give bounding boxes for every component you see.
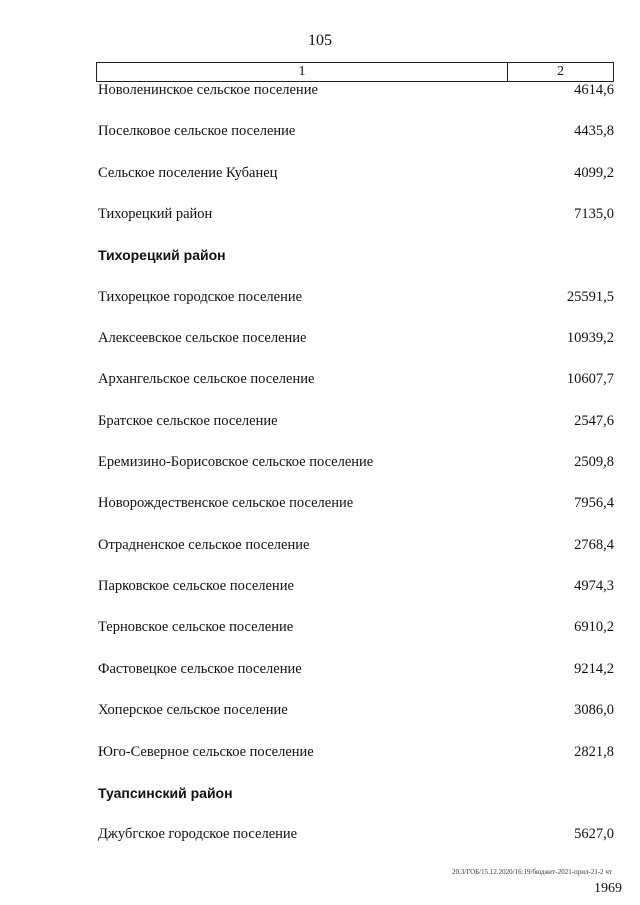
settlement-name: Тихорецкий район [98, 206, 213, 223]
section-heading-row [98, 247, 614, 288]
table-header [96, 62, 614, 82]
table-row [98, 413, 614, 454]
table-row [98, 661, 614, 702]
amount-value: 10607,7 [566, 371, 614, 388]
settlement-name: Терновское сельское поселение [98, 619, 294, 636]
amount-value: 7135,0 [574, 206, 614, 223]
settlement-name: Тихорецкое городское поселение [98, 288, 303, 305]
amount-value: 2821,8 [574, 743, 614, 760]
settlement-name: Парковское сельское поселение [98, 578, 294, 595]
settlement-name: Сельское поселение Кубанец [98, 164, 278, 181]
table-row [98, 702, 614, 743]
table-row [98, 578, 614, 619]
settlement-name: Братское сельское поселение [98, 412, 278, 429]
amount-value: 4614,6 [574, 82, 614, 98]
table-row [98, 123, 614, 164]
settlement-name: Фастовецкое сельское поселение [98, 660, 302, 677]
section-heading: Туапсинский район [98, 784, 233, 801]
amount-value: 2768,4 [574, 536, 614, 553]
table-row [98, 165, 614, 206]
table-row [98, 330, 614, 371]
amount-value: 10939,2 [566, 330, 614, 347]
table-row [98, 826, 614, 867]
amount-value: 4435,8 [574, 123, 614, 140]
section-heading-row [98, 785, 614, 826]
table-row [98, 289, 614, 330]
settlement-name: Отрадненское сельское поселение [98, 536, 310, 553]
settlement-name: Юго-Северное сельское поселение [98, 743, 314, 760]
amount-value: 7956,4 [574, 495, 614, 512]
table-row [98, 82, 614, 123]
amount-value: 2547,6 [574, 412, 614, 429]
document-reference: 20.3/ГОБ/15.12.2020/16:19/бюджет-2021-прил-21-2 чт [452, 868, 612, 876]
settlement-name: Новоленинское сельское поселение [98, 82, 318, 98]
table-row [98, 619, 614, 660]
table-row [98, 454, 614, 495]
settlement-name: Новорождественское сельское поселение [98, 495, 354, 512]
table-body [98, 82, 614, 868]
table-row [98, 206, 614, 247]
settlement-name: Еремизино-Борисовское сельское поселение [98, 454, 374, 471]
table-row [98, 371, 614, 412]
settlement-name: Джубгское городское поселение [98, 826, 298, 843]
amount-value: 3086,0 [574, 702, 614, 719]
section-heading: Тихорецкий район [98, 247, 226, 264]
settlement-name: Поселковое сельское поселение [98, 123, 296, 140]
page-number: 105 [308, 32, 332, 49]
amount-value: 4974,3 [574, 578, 614, 595]
settlement-name: Архангельское сельское поселение [98, 371, 315, 388]
settlement-name: Алексеевское сельское поселение [98, 330, 307, 347]
table-row [98, 744, 614, 785]
settlement-name: Хоперское сельское поселение [98, 702, 288, 719]
table-row [98, 495, 614, 536]
amount-value: 2509,8 [574, 454, 614, 471]
amount-value: 6910,2 [574, 619, 614, 636]
amount-value: 9214,2 [574, 660, 614, 677]
table-row [98, 537, 614, 578]
amount-value: 4099,2 [574, 164, 614, 181]
amount-value: 5627,0 [574, 826, 614, 843]
amount-value: 25591,5 [566, 288, 614, 305]
column-header-2: 2 [557, 64, 564, 79]
sheet-number: 1969 [594, 881, 622, 896]
column-header-1: 1 [97, 63, 508, 81]
